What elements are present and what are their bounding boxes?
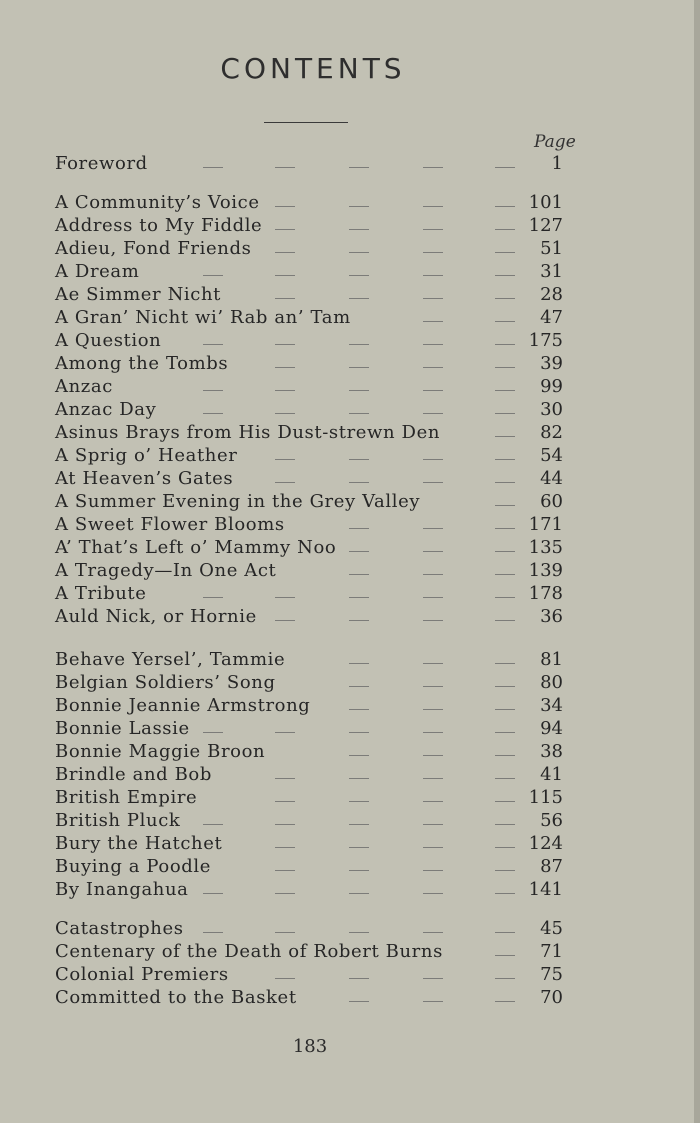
- leader-dash: [495, 778, 515, 779]
- toc-entry-title: Address to My Fiddle: [55, 215, 263, 236]
- leader-dash: [495, 755, 515, 756]
- leader-dash: [495, 955, 515, 956]
- leader-dash: [423, 413, 443, 414]
- toc-entry: [55, 671, 575, 694]
- leader-dash: [423, 732, 443, 733]
- leader-dash: [423, 893, 443, 894]
- toc-entry-page: 171: [528, 514, 563, 535]
- toc-entry-page: 38: [540, 741, 563, 762]
- leader-dash: [495, 459, 515, 460]
- leader-dash: [423, 390, 443, 391]
- leader-dash: [495, 252, 515, 253]
- leader-dash: [423, 459, 443, 460]
- leader-dash: [349, 551, 369, 552]
- leader-dash: [275, 978, 295, 979]
- toc-entry-title: Among the Tombs: [55, 353, 229, 374]
- leader-dash: [423, 686, 443, 687]
- leader-dash: [349, 229, 369, 230]
- leader-dash: [275, 367, 295, 368]
- leader-dash: [275, 413, 295, 414]
- toc-entry-title: A Sprig o’ Heather: [55, 445, 238, 466]
- toc-entry-title: British Pluck: [55, 810, 181, 831]
- leader-dash: [203, 732, 223, 733]
- leader-dash: [495, 482, 515, 483]
- toc-entry-page: 99: [540, 376, 563, 397]
- leader-dash: [275, 893, 295, 894]
- leader-dash: [495, 978, 515, 979]
- leader-dash: [423, 252, 443, 253]
- leader-dash: [203, 932, 223, 933]
- leader-dash: [349, 709, 369, 710]
- toc-entry: [55, 786, 575, 809]
- leader-dash: [349, 847, 369, 848]
- toc-entry-title: Bonnie Jeannie Armstrong: [55, 695, 311, 716]
- toc-entry-title: Bonnie Lassie: [55, 718, 190, 739]
- toc-entry-title: Bonnie Maggie Broon: [55, 741, 266, 762]
- toc-entry-page: 101: [528, 192, 563, 213]
- leader-dash: [349, 390, 369, 391]
- toc-entry: [55, 352, 575, 375]
- leader-dash: [495, 436, 515, 437]
- leader-dash: [275, 732, 295, 733]
- toc-entry-page: 34: [540, 695, 563, 716]
- leader-dash: [423, 298, 443, 299]
- toc-entry: [55, 306, 575, 329]
- toc-entry: [55, 152, 575, 175]
- toc-entry-page: 94: [540, 718, 563, 739]
- page-number: 183: [292, 1036, 328, 1057]
- toc-entry-title: Centenary of the Death of Robert Burns: [55, 941, 443, 962]
- toc-entry-title: Committed to the Basket: [55, 987, 297, 1008]
- toc-entry-title: A Question: [55, 330, 162, 351]
- toc-entry-page: 87: [540, 856, 563, 877]
- leader-dash: [423, 344, 443, 345]
- toc-entry-title: Buying a Poodle: [55, 856, 212, 877]
- leader-dash: [349, 1001, 369, 1002]
- leader-dash: [495, 620, 515, 621]
- leader-dash: [495, 206, 515, 207]
- leader-dash: [495, 390, 515, 391]
- leader-dash: [423, 229, 443, 230]
- toc-entry-title: Ae Simmer Nicht: [55, 284, 221, 305]
- page-edge: [694, 0, 700, 1123]
- leader-dash: [423, 167, 443, 168]
- leader-dash: [349, 801, 369, 802]
- leader-dash: [495, 732, 515, 733]
- toc-entry-title: Asinus Brays from His Dust-strewn Den: [55, 422, 441, 443]
- leader-dash: [423, 978, 443, 979]
- leader-dash: [275, 597, 295, 598]
- toc-entry-title: British Empire: [55, 787, 198, 808]
- leader-dash: [203, 390, 223, 391]
- leader-dash: [423, 482, 443, 483]
- leader-dash: [495, 321, 515, 322]
- toc-entry: [55, 467, 575, 490]
- leader-dash: [275, 390, 295, 391]
- leader-dash: [349, 528, 369, 529]
- leader-dash: [275, 206, 295, 207]
- toc-entry: [55, 283, 575, 306]
- leader-dash: [495, 344, 515, 345]
- leader-dash: [275, 932, 295, 933]
- toc-entry-page: 36: [540, 606, 563, 627]
- toc-entry-page: 82: [540, 422, 563, 443]
- leader-dash: [423, 709, 443, 710]
- toc-entry-page: 175: [528, 330, 563, 351]
- toc-entry-title: A Sweet Flower Blooms: [55, 514, 285, 535]
- leader-dash: [203, 597, 223, 598]
- leader-dash: [495, 686, 515, 687]
- leader-dash: [203, 167, 223, 168]
- leader-dash: [349, 344, 369, 345]
- leader-dash: [423, 824, 443, 825]
- toc-entry: [55, 421, 575, 444]
- toc-entry-title: A Tribute: [55, 583, 147, 604]
- leader-dash: [349, 275, 369, 276]
- toc-entry-title: Bury the Hatchet: [55, 833, 223, 854]
- toc-entry-page: 60: [540, 491, 563, 512]
- leader-dash: [349, 167, 369, 168]
- toc-entry-page: 139: [528, 560, 563, 581]
- foreword-list: [55, 152, 575, 175]
- leader-dash: [495, 893, 515, 894]
- leader-dash: [423, 847, 443, 848]
- leader-dash: [423, 367, 443, 368]
- leader-dash: [349, 893, 369, 894]
- leader-dash: [349, 252, 369, 253]
- leader-dash: [495, 298, 515, 299]
- leader-dash: [275, 824, 295, 825]
- leader-dash: [423, 275, 443, 276]
- toc-entry-page: 44: [540, 468, 563, 489]
- leader-dash: [275, 167, 295, 168]
- leader-dash: [203, 893, 223, 894]
- leader-dash: [203, 413, 223, 414]
- toc-entry: [55, 986, 575, 1009]
- toc-entry: [55, 648, 575, 671]
- leader-dash: [495, 413, 515, 414]
- toc-entry-page: 75: [540, 964, 563, 985]
- toc-entry-title: A Tragedy—In One Act: [55, 560, 277, 581]
- toc-entry-title: Catastrophes: [55, 918, 184, 939]
- toc-entry-title: A Community’s Voice: [55, 192, 260, 213]
- leader-dash: [275, 482, 295, 483]
- toc-entry: [55, 513, 575, 536]
- toc-entry: [55, 536, 575, 559]
- toc-entry: [55, 694, 575, 717]
- toc-entry-page: 127: [528, 215, 563, 236]
- leader-dash: [423, 663, 443, 664]
- leader-dash: [495, 847, 515, 848]
- toc-entry-page: 41: [540, 764, 563, 785]
- toc-entry-page: 71: [540, 941, 563, 962]
- leader-dash: [495, 229, 515, 230]
- toc-entry-page: 1: [551, 153, 563, 174]
- leader-dash: [349, 870, 369, 871]
- toc-entry-page: 47: [540, 307, 563, 328]
- leader-dash: [495, 1001, 515, 1002]
- toc-entry-title: Colonial Premiers: [55, 964, 229, 985]
- leader-dash: [423, 620, 443, 621]
- leader-dash: [423, 932, 443, 933]
- toc-entry: [55, 559, 575, 582]
- leader-dash: [349, 778, 369, 779]
- toc-entry-title: A Dream: [55, 261, 140, 282]
- leader-dash: [423, 528, 443, 529]
- leader-dash: [275, 620, 295, 621]
- leader-dash: [495, 824, 515, 825]
- toc-entry: [55, 917, 575, 940]
- toc-entry-page: 124: [528, 833, 563, 854]
- leader-dash: [275, 801, 295, 802]
- leader-dash: [495, 932, 515, 933]
- toc-entry-title: Adieu, Fond Friends: [55, 238, 252, 259]
- toc-group-b: [55, 648, 575, 901]
- leader-dash: [495, 574, 515, 575]
- toc-entry-title: Anzac Day: [55, 399, 157, 420]
- toc-entry: [55, 582, 575, 605]
- toc-entry-page: 54: [540, 445, 563, 466]
- leader-dash: [495, 367, 515, 368]
- leader-dash: [349, 574, 369, 575]
- leader-dash: [495, 528, 515, 529]
- toc-entry: [55, 940, 575, 963]
- leader-dash: [349, 597, 369, 598]
- toc-entry: [55, 260, 575, 283]
- toc-entry-page: 56: [540, 810, 563, 831]
- toc-entry-page: 39: [540, 353, 563, 374]
- toc-entry: [55, 832, 575, 855]
- page-title: CONTENTS: [220, 52, 406, 85]
- leader-dash: [495, 551, 515, 552]
- toc-entry-page: 141: [528, 879, 563, 900]
- leader-dash: [423, 206, 443, 207]
- leader-dash: [349, 824, 369, 825]
- toc-entry: [55, 605, 575, 628]
- leader-dash: [275, 229, 295, 230]
- toc-entry-page: 51: [540, 238, 563, 259]
- toc-entry-page: 178: [528, 583, 563, 604]
- toc-entry-page: 70: [540, 987, 563, 1008]
- toc-entry-title: At Heaven’s Gates: [55, 468, 234, 489]
- leader-dash: [423, 1001, 443, 1002]
- leader-dash: [275, 344, 295, 345]
- leader-dash: [495, 801, 515, 802]
- page-column-heading: Page: [534, 132, 576, 152]
- title-rule: [264, 122, 348, 123]
- toc-group-c: [55, 917, 575, 1009]
- leader-dash: [275, 870, 295, 871]
- toc-entry-page: 135: [528, 537, 563, 558]
- toc-entry: [55, 763, 575, 786]
- leader-dash: [203, 275, 223, 276]
- leader-dash: [423, 778, 443, 779]
- leader-dash: [349, 206, 369, 207]
- toc-entry: [55, 740, 575, 763]
- toc-entry-title: A Summer Evening in the Grey Valley: [55, 491, 421, 512]
- leader-dash: [423, 597, 443, 598]
- leader-dash: [349, 686, 369, 687]
- leader-dash: [495, 275, 515, 276]
- toc-entry: [55, 214, 575, 237]
- toc-entry: [55, 717, 575, 740]
- toc-entry-title: Auld Nick, or Hornie: [55, 606, 257, 627]
- toc-entry: [55, 490, 575, 513]
- leader-dash: [275, 778, 295, 779]
- toc-entry: [55, 963, 575, 986]
- toc-entry-title: Behave Yersel’, Tammie: [55, 649, 286, 670]
- toc-group-a: [55, 191, 575, 628]
- leader-dash: [495, 870, 515, 871]
- toc-entry-page: 30: [540, 399, 563, 420]
- toc-entry-title: Brindle and Bob: [55, 764, 212, 785]
- leader-dash: [203, 344, 223, 345]
- toc-entry: [55, 855, 575, 878]
- leader-dash: [495, 597, 515, 598]
- leader-dash: [495, 167, 515, 168]
- toc-entry-page: 45: [540, 918, 563, 939]
- toc-entry-page: 31: [540, 261, 563, 282]
- leader-dash: [349, 732, 369, 733]
- leader-dash: [423, 755, 443, 756]
- leader-dash: [349, 459, 369, 460]
- toc-entry-page: 81: [540, 649, 563, 670]
- toc-entry: [55, 398, 575, 421]
- leader-dash: [275, 275, 295, 276]
- leader-dash: [495, 505, 515, 506]
- leader-dash: [275, 847, 295, 848]
- toc-entry: [55, 878, 575, 901]
- leader-dash: [349, 298, 369, 299]
- toc-entry-title: Foreword: [55, 153, 148, 174]
- toc-entry: [55, 329, 575, 352]
- leader-dash: [349, 367, 369, 368]
- toc-entry-title: Anzac: [55, 376, 113, 397]
- toc-entry-title: By Inangahua: [55, 879, 189, 900]
- leader-dash: [423, 574, 443, 575]
- toc-entry: [55, 375, 575, 398]
- toc-entry: [55, 809, 575, 832]
- toc-entry: [55, 237, 575, 260]
- toc-entry-title: Belgian Soldiers’ Song: [55, 672, 276, 693]
- leader-dash: [423, 321, 443, 322]
- toc-entry-page: 115: [528, 787, 563, 808]
- leader-dash: [423, 870, 443, 871]
- leader-dash: [423, 551, 443, 552]
- leader-dash: [349, 663, 369, 664]
- leader-dash: [349, 620, 369, 621]
- leader-dash: [203, 824, 223, 825]
- leader-dash: [349, 978, 369, 979]
- toc-entry-page: 28: [540, 284, 563, 305]
- toc-entry: [55, 191, 575, 214]
- leader-dash: [349, 413, 369, 414]
- toc-entry: [55, 444, 575, 467]
- leader-dash: [275, 459, 295, 460]
- leader-dash: [275, 252, 295, 253]
- toc-entry-page: 80: [540, 672, 563, 693]
- leader-dash: [495, 709, 515, 710]
- toc-entry-title: A Gran’ Nicht wi’ Rab an’ Tam: [55, 307, 351, 328]
- leader-dash: [349, 755, 369, 756]
- leader-dash: [349, 932, 369, 933]
- leader-dash: [349, 482, 369, 483]
- leader-dash: [495, 663, 515, 664]
- toc-entry-title: A’ That’s Left o’ Mammy Noo: [55, 537, 337, 558]
- leader-dash: [423, 801, 443, 802]
- leader-dash: [275, 298, 295, 299]
